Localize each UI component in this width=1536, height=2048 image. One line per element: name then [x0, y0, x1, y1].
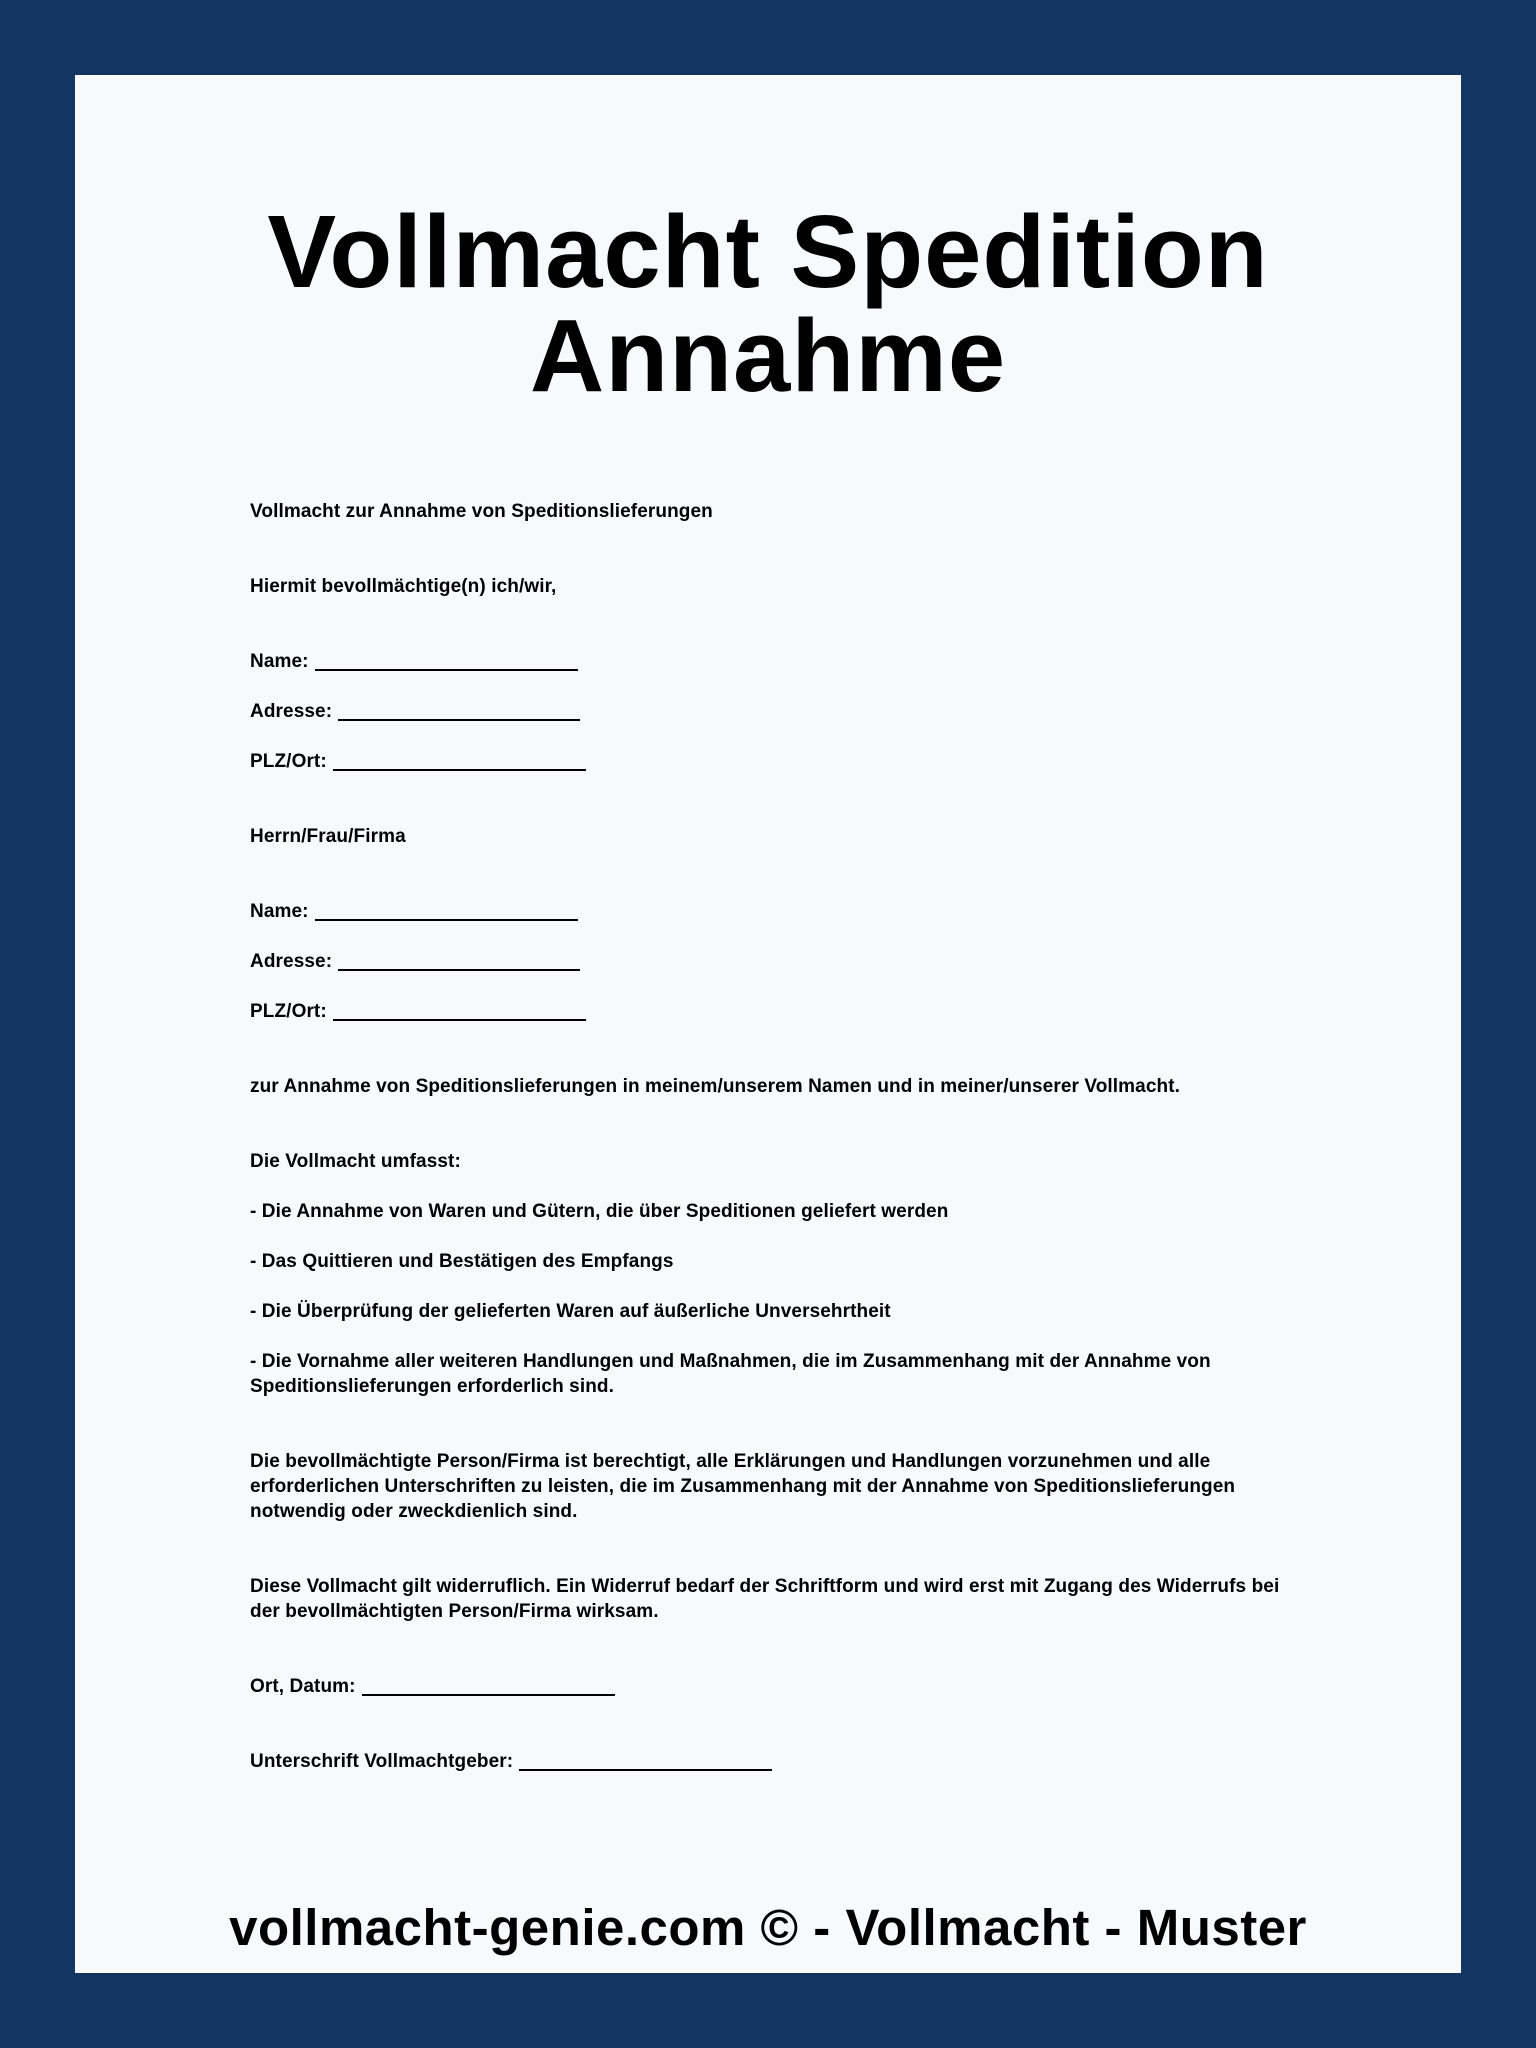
agent-name-label: Name: — [250, 901, 309, 922]
title-line-2: Annahme — [529, 298, 1007, 413]
document-title — [75, 194, 1461, 413]
grantor-name-field — [250, 649, 578, 674]
agent-zip-city-label: PLZ/Ort: — [250, 1001, 327, 1022]
place-date-blank — [362, 1694, 615, 1696]
scope-item: - Die Annahme von Waren und Gütern, die über Speditionen geliefert werden — [250, 1201, 949, 1222]
grantor-address-label: Adresse: — [250, 701, 333, 722]
signature-blank — [519, 1769, 772, 1771]
grantor-zip-city-label: PLZ/Ort: — [250, 751, 327, 772]
grantor-zip-city-field — [250, 749, 586, 774]
grantor-address-field — [250, 699, 580, 724]
intro-text: Hiermit bevollmächtige(n) ich/wir, — [250, 576, 557, 597]
grantor-name-blank — [315, 669, 578, 671]
scope-item: - Die Überprüfung der gelieferten Waren auf äußerliche Unversehrtheit — [250, 1301, 891, 1322]
document-page — [75, 75, 1461, 1973]
footer-watermark: vollmacht-genie.com © - Vollmacht - Muster — [229, 1899, 1307, 1956]
revocation-text: Diese Vollmacht gilt widerruflich. Ein Widerruf bedarf der Schriftform und wird erst mit Zugang des Widerrufs bei der bevollmächtigten Person/Firma wirksam. — [250, 1576, 1280, 1622]
title-line-1: Vollmacht Spedition — [267, 194, 1269, 309]
agent-address-blank — [338, 969, 580, 971]
signature-label: Unterschrift Vollmachtgeber: — [250, 1751, 514, 1772]
place-date-label: Ort, Datum: — [250, 1676, 356, 1697]
agent-name-field — [250, 899, 578, 924]
grantor-zip-city-blank — [333, 769, 586, 771]
purpose-text: zur Annahme von Speditionslieferungen in meinem/unserem Namen und in meiner/unserer Vollmacht. — [250, 1076, 1181, 1097]
place-date-field — [250, 1674, 615, 1699]
scope-item: - Das Quittieren und Bestätigen des Empfangs — [250, 1251, 674, 1272]
agent-address-field — [250, 949, 580, 974]
authorization-text: Die bevollmächtigte Person/Firma ist berechtigt, alle Erklärungen und Handlungen vorzunehmen und alle erforderlichen Unterschriften zu leisten, die im Zusammenhang mit der Annahme von Speditionslieferungen notwendig oder zweckdienlich sind. — [250, 1451, 1236, 1522]
agent-zip-city-blank — [333, 1019, 586, 1021]
agent-heading: Herrn/Frau/Firma — [250, 826, 406, 847]
signature-field — [250, 1749, 772, 1774]
document-subtitle: Vollmacht zur Annahme von Speditionslieferungen — [250, 501, 713, 522]
scope-heading: Die Vollmacht umfasst: — [250, 1151, 461, 1172]
agent-name-blank — [315, 919, 578, 921]
grantor-address-blank — [338, 719, 580, 721]
grantor-name-label: Name: — [250, 651, 309, 672]
scope-item: - Die Vornahme aller weiteren Handlungen und Maßnahmen, die im Zusammenhang mit der Annahme von Speditionslieferungen erforderlich sind. — [250, 1351, 1211, 1397]
agent-address-label: Adresse: — [250, 951, 333, 972]
agent-zip-city-field — [250, 999, 586, 1024]
